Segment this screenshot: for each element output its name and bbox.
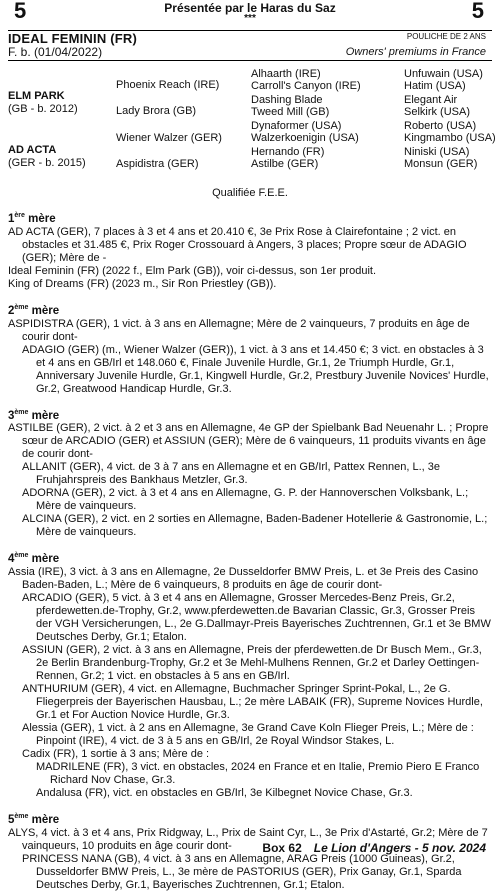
dam-paragraph: Assia (IRE), 3 vict. à 3 ans en Allemagne, 2e Dusseldorfer BMW Preis, L. et 3e Preis des Casino Baden-Baden, L.; Mère de 6 vainqueurs, 8 produits en âge de courir dont- <box>8 566 479 592</box>
fourth-dam-section <box>8 549 492 800</box>
premiums-note: Owners' premiums in France <box>345 46 486 58</box>
produce-paragraph: MADRILENE (FR), 3 vict. en obstacles, 2024 en France et en Italie, Premio Piero E Franco Richard Nov Chase, Gr.3. <box>36 761 480 787</box>
produce-paragraph: ASSIUN (GER), 2 vict. à 3 ans en Allemagne, Preis der pferdewetten.de Dr Busch Mem., Gr.3, 2e Berlin Brandenburg-Trophy, Gr.2 et 3e Mehl-Mulhens Rennen, Gr.2 et Darley Oettingen-Rennen, Gr.2; 1 vict. en obstacles à 5 ans en GB/Irl. <box>22 644 482 683</box>
produce-paragraph: ALLANIT (GER), 4 vict. de 3 à 7 ans en Allemagne et en GB/Irl, Pattex Rennen, L., 3e Fruhjahrspreis des Bankhaus Metzler, Gr.3. <box>22 461 441 487</box>
dam-paragraph: ASTILBE (GER), 2 vict. à 2 et 3 ans en Allemagne, 4e GP der Spielbank Bad Neuenahr L. ; Propre sœur de ARCADIO (GER) et ASSIUN (GER); Mère de 6 vainqueurs, 11 produits vivants en âge de courir dont- <box>8 422 489 461</box>
sire-name: ELM PARK <box>8 90 65 102</box>
box-label: Box 62 <box>262 841 302 855</box>
presented-by: Présentée par le Haras du Saz <box>164 1 336 15</box>
pedigree-gen2: Phoenix Reach (IRE) <box>116 79 220 91</box>
produce-paragraph: PRINCESS NANA (GB), 4 vict. à 3 ans en Allemagne, ARAG Preis (1000 Guineas), Gr.2, Dusseldorfer BMW Preis, L., 3e mère de PASTORIUS (GER), Prix Ganay, Gr.1, Sparda Deutsches Derby, Gr.1, Bayerisches Zuchtrennen, Gr.1; Etalon. <box>22 853 462 892</box>
produce-paragraph: Cadix (FR), 1 sortie à 3 ans; Mère de : <box>22 748 210 761</box>
dam-paragraph: King of Dreams (FR) (2023 m., Sir Ron Priestley (GB)). <box>8 277 277 290</box>
pedigree-gen4: Hatim (USA) <box>404 80 466 92</box>
section-heading: 4ème mère <box>8 552 60 566</box>
produce-paragraph: Alessia (GER), 1 vict. à 2 ans en Allemagne, 3e Grand Cave Koln Flieger Preis, L.; Mère de : <box>22 722 474 735</box>
category-label: POULICHE DE 2 ANS <box>406 32 486 41</box>
title-row <box>8 30 492 45</box>
pedigree-gen4: Elegant Air <box>404 94 458 106</box>
stars: *** <box>244 13 256 24</box>
dam-paragraph: ASPIDISTRA (GER), 1 vict. à 3 ans en Allemagne; Mère de 2 vainqueurs, 7 produits en âge de courir dont- <box>8 317 470 343</box>
pedigree-gen2: Wiener Walzer (GER) <box>116 132 222 144</box>
first-dam-section <box>8 209 492 291</box>
produce-paragraph: ALCINA (GER), 2 vict. en 2 sorties en Allemagne, Baden-Badener Hotellerie & Gastronomie, L.; Mère de vainqueurs. <box>22 513 488 539</box>
sire-info: (GB - b. 2012) <box>8 103 78 115</box>
pedigree-gen2: Lady Brora (GB) <box>116 105 197 117</box>
birth-info: F. b. (01/04/2022) <box>8 45 103 59</box>
section-heading: 2ème mère <box>8 303 60 317</box>
pedigree-gen4: Selkirk (USA) <box>404 106 471 118</box>
dam-info: (GER - b. 2015) <box>8 157 86 169</box>
pedigree-gen3: Hernando (FR) <box>251 146 325 158</box>
pedigree-gen4: Unfuwain (USA) <box>404 68 483 80</box>
pedigree-gen3: Dashing Blade <box>251 94 323 106</box>
page-header <box>8 0 492 26</box>
produce-paragraph: ADORNA (GER), 2 vict. à 3 et 4 ans en Allemagne, G. P. der Hannoverschen Volksbank, L.; Mère de vainqueurs. <box>22 487 469 513</box>
produce-paragraph: ADAGIO (GER) (m., Wiener Walzer (GER)), 1 vict. à 3 ans et 14.450 €; 3 vict. en obstacles à 3 et 4 ans en GB/Irl et 148.060 €, Finale Juvenile Hurdle, Gr.1, 2e Triumph Hurdle, Gr.1, Anniversary Juvenile Hurdle, Gr.1, Kingwell Hurdle, Gr.2, Prestbury Juvenile Novices' Hurdle, Gr.2, Greatwood Handicap Hurdle, Gr.3. <box>22 343 489 395</box>
produce-paragraph: Andalusa (FR), vict. en obstacles en GB/Irl, 3e Kilbegnet Novice Chase, Gr.3. <box>36 787 413 800</box>
pedigree-gen4: Niniski (USA) <box>404 146 470 158</box>
subtitle-row <box>8 45 492 61</box>
dam-name: AD ACTA <box>8 144 57 156</box>
third-dam-section <box>8 406 492 540</box>
pedigree-gen3: Astilbe (GER) <box>251 158 319 170</box>
pedigree-gen3: Tweed Mill (GB) <box>251 106 330 118</box>
dam-paragraph: ALYS, 4 vict. à 3 et 4 ans, Prix Ridgway, L., Prix de Saint Cyr, L., 3e Prix d'Astarté, Gr.2; Mère de 7 vainqueurs, 10 produits en âge courir dont- <box>8 827 488 853</box>
section-heading: 1ère mère <box>8 212 56 225</box>
produce-paragraph: Pinpoint (IRE), 4 vict. de 3 à 5 ans en GB/Irl, 2e Royal Windsor Stakes, L. <box>36 735 395 748</box>
dam-paragraph: AD ACTA (GER), 7 places à 3 et 4 ans et 20.410 €, 3e Prix Rose à Clairefontaine ; 2 vict. en obstacles et 31.485 €, Prix Roger Crossouard à Angers, 3 places; Propre sœur de ADAGIO (GER); Mère de - <box>8 225 467 264</box>
section-heading: 5ème mère <box>8 813 60 827</box>
lot-number-right: 5 <box>471 0 484 23</box>
pedigree-gen2: Aspidistra (GER) <box>116 158 199 170</box>
lot-number: 5 <box>14 0 27 23</box>
dam-paragraph: Ideal Feminin (FR) (2022 f., Elm Park (GB)), voir ci-dessus, son 1er produit. <box>8 264 377 277</box>
produce-paragraph: ARCADIO (GER), 5 vict. à 3 et 4 ans en Allemagne, Grosser Mercedes-Benz Preis, Gr.2, pferdewetten.de-Trophy, Gr.2, www.pferdewetten.de Bavarian Classic, Gr.3, Grosser Preis der VGH Versicherungen, L., 2e G.Dallmayr-Preis Bayerisches Zuchtrennen, Gr.1 et 3e BMW Deutsches Derby, Gr.1; Etalon. <box>22 592 491 644</box>
horse-name: IDEAL FEMININ (FR) <box>8 31 138 46</box>
pedigree-table <box>8 61 496 181</box>
pedigree-gen3: Carroll's Canyon (IRE) <box>251 80 361 92</box>
second-dam-section <box>8 301 492 396</box>
pedigree-gen3: Dynaformer (USA) <box>251 120 342 132</box>
pedigree-gen4: Roberto (USA) <box>404 120 477 132</box>
pedigree-gen4: Kingmambo (USA) <box>404 132 496 144</box>
qualification-note: Qualifiée F.E.E. <box>212 187 288 199</box>
page-footer <box>262 841 486 855</box>
pedigree-gen4: Monsun (GER) <box>404 158 478 170</box>
pedigree-gen3: Walzerkoenigin (USA) <box>251 132 359 144</box>
section-heading: 3ème mère <box>8 408 60 422</box>
sale-place-date: Le Lion d'Angers - 5 nov. 2024 <box>313 841 486 855</box>
pedigree-gen3: Alhaarth (IRE) <box>251 68 321 80</box>
produce-paragraph: ANTHURIUM (GER), 4 vict. en Allemagne, Buchmacher Springer Sprint-Pokal, L., 2e G. Fliegerpreis der Bayerischen Hausbau, L.; 2e mère LABAIK (FR), Supreme Novices Hurdle, Gr.1 et For Auction Novice Hurdle, Gr.3. <box>22 683 483 722</box>
